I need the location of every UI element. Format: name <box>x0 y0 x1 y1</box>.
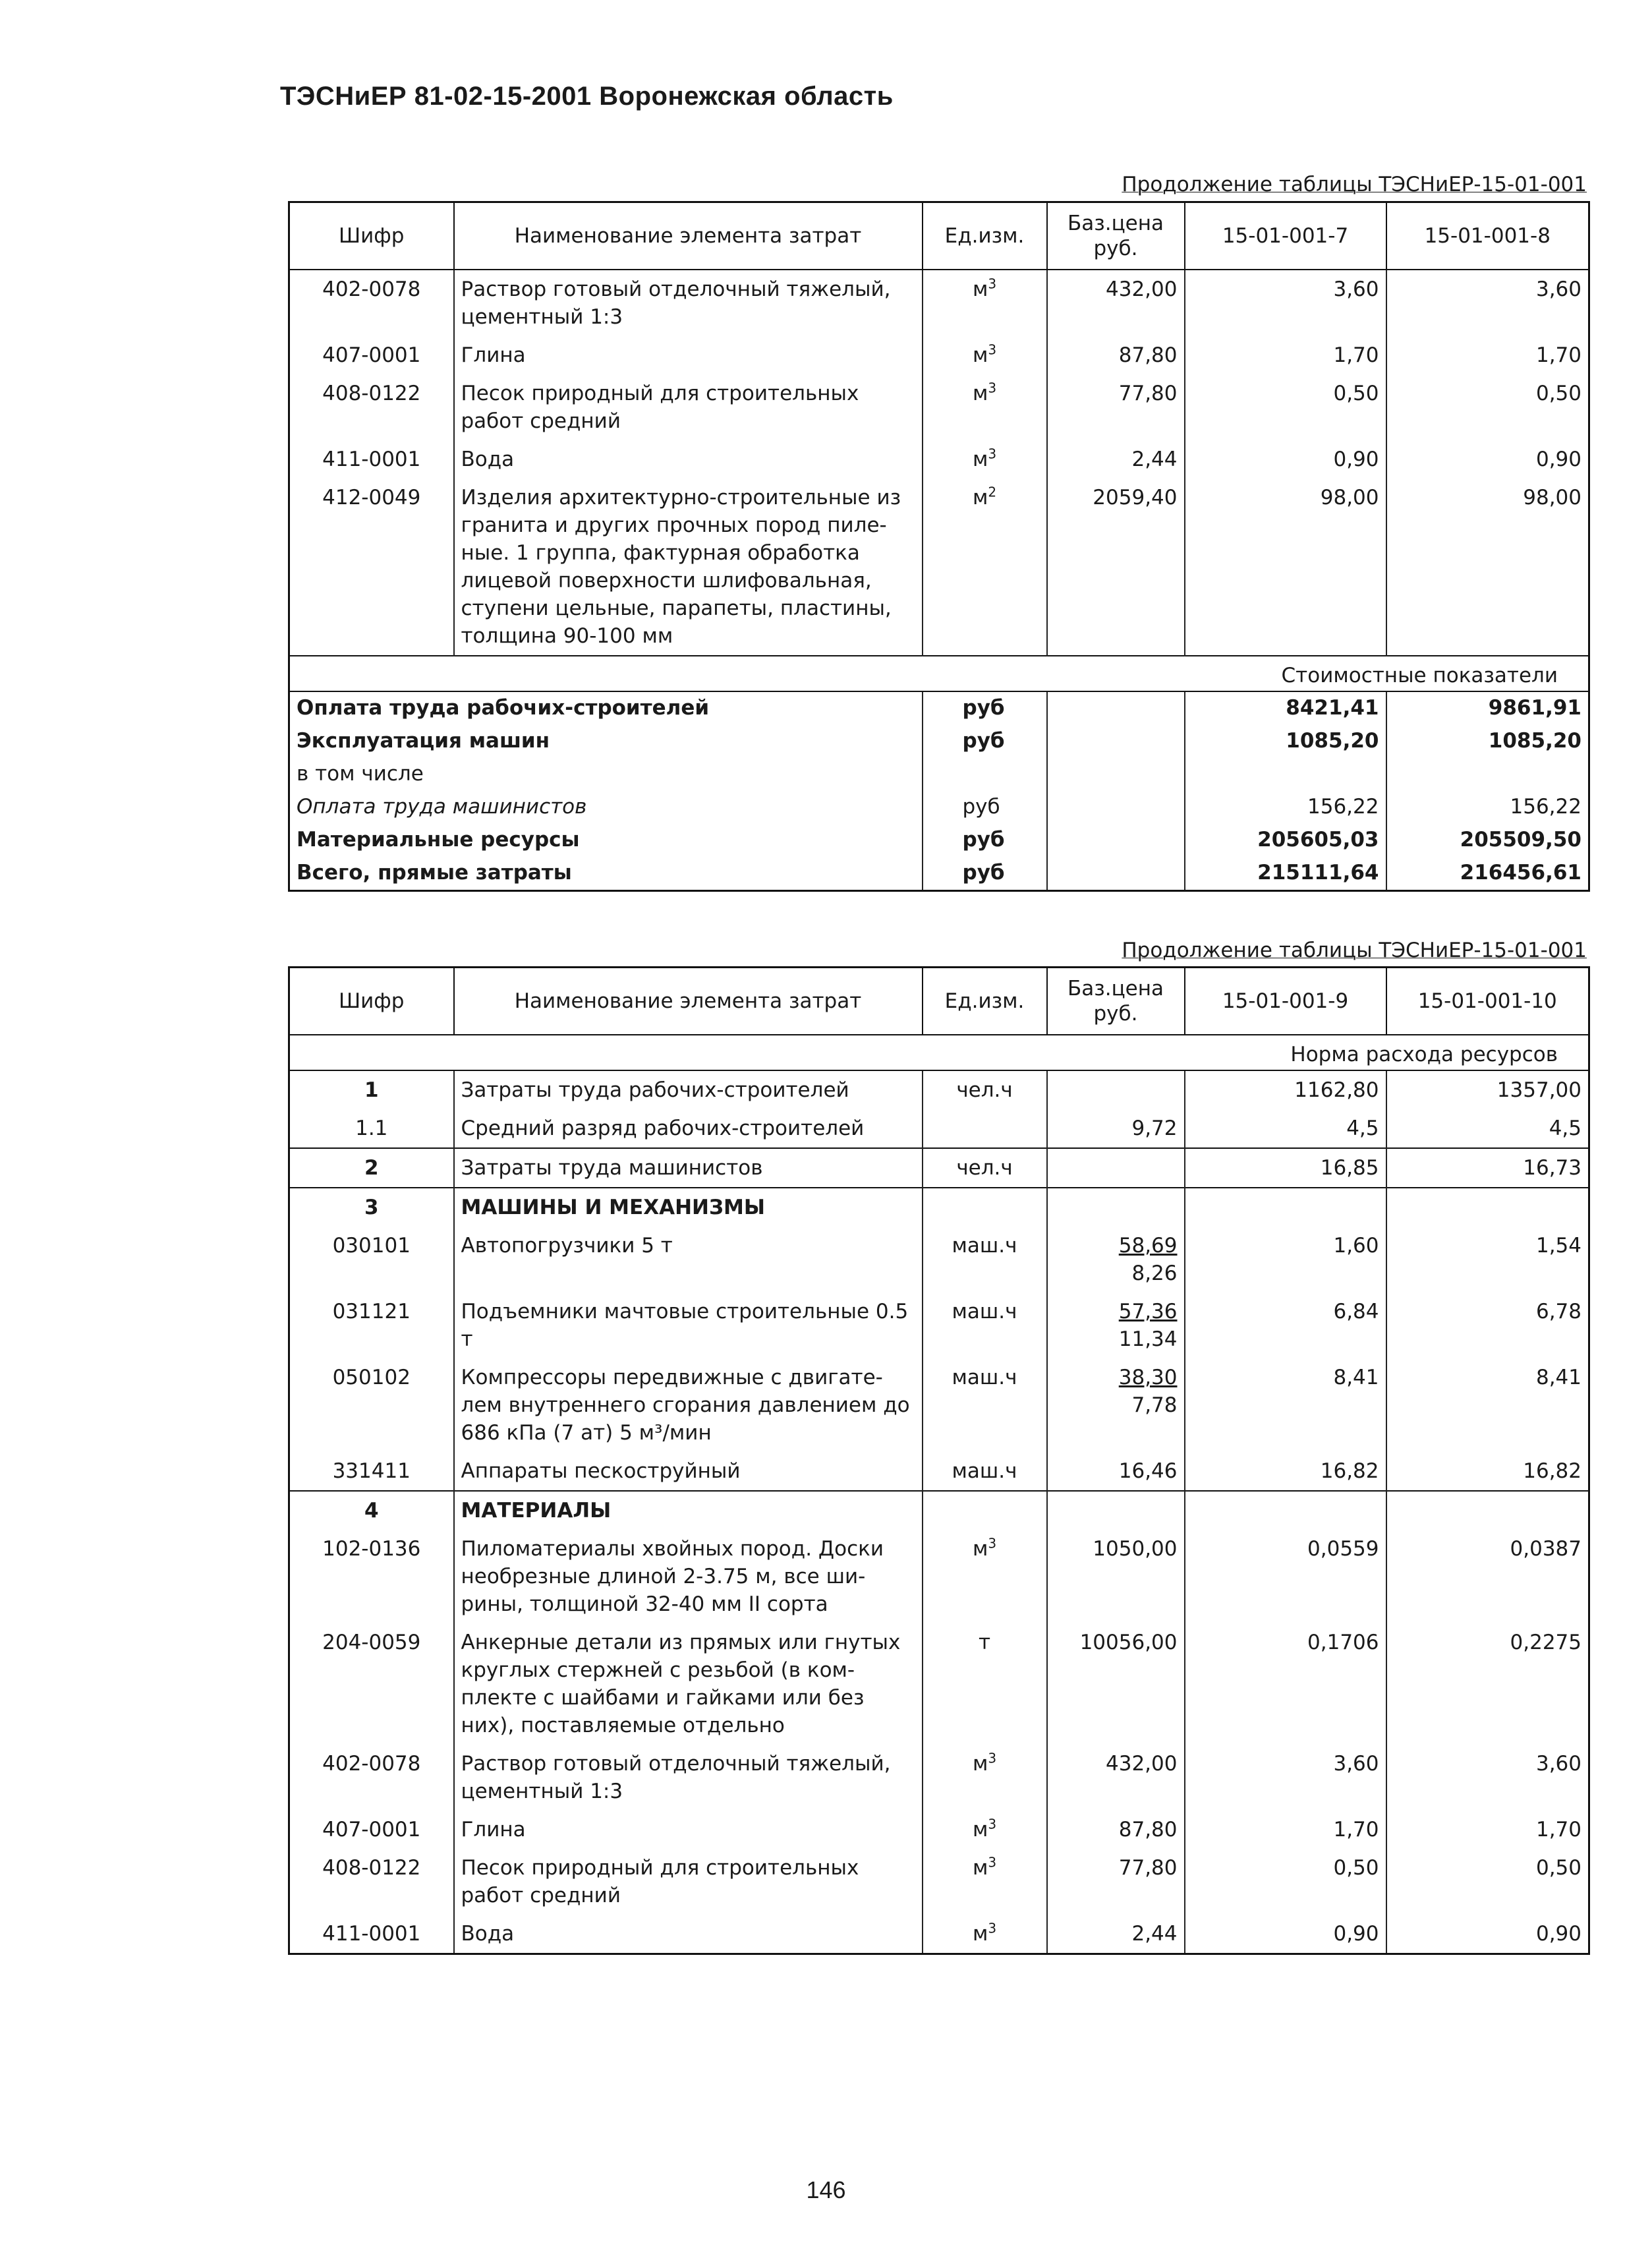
row-unit <box>923 1109 1047 1148</box>
summary-row <box>289 725 1589 758</box>
summary-value-2: 216456,61 <box>1386 857 1589 891</box>
summary-name: в том числе <box>289 758 923 791</box>
row-code: 050102 <box>289 1358 454 1452</box>
row-value-1: 3,60 <box>1185 1745 1386 1811</box>
table2-header-row <box>289 968 1589 1035</box>
row-value-1: 0,50 <box>1185 1849 1386 1915</box>
table-row <box>289 1358 1589 1452</box>
row-code: 031121 <box>289 1292 454 1358</box>
row-value-2: 98,00 <box>1386 479 1589 656</box>
row-value-1: 0,1706 <box>1185 1623 1386 1745</box>
row-unit: $м^2$ <box>923 479 1047 656</box>
row-name: Компрессоры передвижные с двигате-лем внутреннего сгорания давлением до 686 кПа (7 ат) 5 м³/мин <box>454 1358 923 1452</box>
table-row <box>289 1292 1589 1358</box>
row-unit: $м^3$ <box>923 270 1047 336</box>
summary-value-1: 215111,64 <box>1185 857 1386 891</box>
row-price: 77,80 <box>1047 374 1185 440</box>
col-norm-header: 15-01-001-8 <box>1386 202 1589 270</box>
row-unit: $м^3$ <box>923 1915 1047 1954</box>
table-row <box>289 1227 1589 1292</box>
row-value-1: 3,60 <box>1185 270 1386 336</box>
col-norm-header: 15-01-001-7 <box>1185 202 1386 270</box>
row-unit: маш.ч <box>923 1227 1047 1292</box>
summary-name: Оплата труда рабочих-строителей <box>289 691 923 725</box>
table-row <box>289 1623 1589 1745</box>
row-name: Песок природный для строительных работ средний <box>454 1849 923 1915</box>
table-row <box>289 479 1589 656</box>
summary-unit: руб <box>923 824 1047 857</box>
row-code: 402-0078 <box>289 270 454 336</box>
page-number: 146 <box>806 2176 846 2203</box>
row-unit: $м^3$ <box>923 1745 1047 1811</box>
row-value-2: 0,50 <box>1386 374 1589 440</box>
summary-name: Материальные ресурсы <box>289 824 923 857</box>
row-value-2: 4,5 <box>1386 1109 1589 1148</box>
row-price <box>1047 1070 1185 1109</box>
table-row <box>289 1109 1589 1148</box>
table-row <box>289 270 1589 336</box>
row-name: Глина <box>454 1811 923 1849</box>
col-name-header: Наименование элемента затрат <box>454 202 923 270</box>
table-row <box>289 336 1589 374</box>
row-unit: т <box>923 1623 1047 1745</box>
row-value-2: 0,50 <box>1386 1849 1589 1915</box>
row-price: 1050,00 <box>1047 1530 1185 1623</box>
row-name: Раствор готовый отделочный тяжелый, цементный 1:3 <box>454 270 923 336</box>
summary-value-1: 156,22 <box>1185 791 1386 824</box>
row-code: 2 <box>289 1148 454 1188</box>
row-name: Глина <box>454 336 923 374</box>
row-value-1: 0,90 <box>1185 440 1386 479</box>
summary-value-2 <box>1386 758 1589 791</box>
row-code: 412-0049 <box>289 479 454 656</box>
summary-price <box>1047 758 1185 791</box>
row-price: 432,00 <box>1047 270 1185 336</box>
row-value-1: 1,70 <box>1185 336 1386 374</box>
col-norm-header: 15-01-001-9 <box>1185 968 1386 1035</box>
summary-value-1: 205605,03 <box>1185 824 1386 857</box>
summary-unit: руб <box>923 691 1047 725</box>
table-row <box>289 1530 1589 1623</box>
summary-name: Эксплуатация машин <box>289 725 923 758</box>
norm-header-row <box>289 1035 1589 1070</box>
row-unit: $м^3$ <box>923 1849 1047 1915</box>
table-row <box>289 1148 1589 1188</box>
cost-indicators-label: Стоимостные показатели <box>289 656 1589 691</box>
row-unit: маш.ч <box>923 1292 1047 1358</box>
summary-value-1 <box>1185 758 1386 791</box>
summary-name: Всего, прямые затраты <box>289 857 923 891</box>
row-price: 77,80 <box>1047 1849 1185 1915</box>
summary-name: Оплата труда машинистов <box>289 791 923 824</box>
summary-price <box>1047 824 1185 857</box>
row-price: $\frac{38,30}{7,78}$ <box>1047 1358 1185 1452</box>
row-value-2: 0,2275 <box>1386 1623 1589 1745</box>
summary-value-2: 205509,50 <box>1386 824 1589 857</box>
row-value-2: 8,41 <box>1386 1358 1589 1452</box>
table2 <box>288 966 1590 1955</box>
row-value-2: 0,0387 <box>1386 1530 1589 1623</box>
col-price-header: Баз.цена руб. <box>1047 202 1185 270</box>
row-price: 87,80 <box>1047 336 1185 374</box>
table1-header-row <box>289 202 1589 270</box>
table-row <box>289 440 1589 479</box>
table-row <box>289 374 1589 440</box>
col-name-header: Наименование элемента затрат <box>454 968 923 1035</box>
row-name: Анкерные детали из прямых или гнутых круглых стержней с резьбой (в ком-плекте с шайбами и гайками или без них), поставляемые отдельно <box>454 1623 923 1745</box>
summary-price <box>1047 857 1185 891</box>
row-price: 9,72 <box>1047 1109 1185 1148</box>
row-value-2: 1,70 <box>1386 336 1589 374</box>
row-value-2: 1,54 <box>1386 1227 1589 1292</box>
table-row <box>289 1915 1589 1954</box>
section-code: 4 <box>289 1491 454 1530</box>
norm-header-label: Норма расхода ресурсов <box>289 1035 1589 1070</box>
row-value-2: 16,82 <box>1386 1452 1589 1491</box>
col-code-header: Шифр <box>289 968 454 1035</box>
row-name: Раствор готовый отделочный тяжелый, цементный 1:3 <box>454 1745 923 1811</box>
summary-unit: руб <box>923 791 1047 824</box>
row-value-1: 0,0559 <box>1185 1530 1386 1623</box>
row-name: Вода <box>454 1915 923 1954</box>
row-code: 407-0001 <box>289 1811 454 1849</box>
row-name: Изделия архитектурно-строительные из гранита и других прочных пород пиле-ные. 1 группа, фактурная обработка лицевой поверхности шлифовальная, ступени цельные, парапеты, пластины, толщина 90-100 мм <box>454 479 923 656</box>
row-value-2: 3,60 <box>1386 270 1589 336</box>
summary-row <box>289 824 1589 857</box>
row-code: 102-0136 <box>289 1530 454 1623</box>
row-value-1: 16,82 <box>1185 1452 1386 1491</box>
table2-caption: Продолжение таблицы ТЭСНиЕР-15-01-001 <box>1122 939 1587 962</box>
summary-unit: руб <box>923 725 1047 758</box>
row-value-2: 1357,00 <box>1386 1070 1589 1109</box>
summary-value-1: 8421,41 <box>1185 691 1386 725</box>
table-row <box>289 1452 1589 1491</box>
col-code-header: Шифр <box>289 202 454 270</box>
summary-unit <box>923 758 1047 791</box>
row-name: Вода <box>454 440 923 479</box>
col-price-header: Баз.цена руб. <box>1047 968 1185 1035</box>
summary-row <box>289 791 1589 824</box>
row-price: $\frac{58,69}{8,26}$ <box>1047 1227 1185 1292</box>
row-name: Автопогрузчики 5 т <box>454 1227 923 1292</box>
table-row <box>289 1811 1589 1849</box>
row-code: 204-0059 <box>289 1623 454 1745</box>
row-value-2: 16,73 <box>1386 1148 1589 1188</box>
summary-value-2: 9861,91 <box>1386 691 1589 725</box>
row-unit: $м^3$ <box>923 336 1047 374</box>
summary-price <box>1047 691 1185 725</box>
summary-price <box>1047 791 1185 824</box>
row-price: 2059,40 <box>1047 479 1185 656</box>
row-code: 1 <box>289 1070 454 1109</box>
row-value-1: 1162,80 <box>1185 1070 1386 1109</box>
row-value-2: 1,70 <box>1386 1811 1589 1849</box>
row-unit: чел.ч <box>923 1070 1047 1109</box>
row-price: 2,44 <box>1047 440 1185 479</box>
row-unit: чел.ч <box>923 1148 1047 1188</box>
table-row <box>289 1070 1589 1109</box>
row-value-1: 16,85 <box>1185 1148 1386 1188</box>
row-price: 10056,00 <box>1047 1623 1185 1745</box>
summary-price <box>1047 725 1185 758</box>
row-unit: $м^3$ <box>923 440 1047 479</box>
row-value-2: 6,78 <box>1386 1292 1589 1358</box>
row-code: 331411 <box>289 1452 454 1491</box>
table1-caption: Продолжение таблицы ТЭСНиЕР-15-01-001 <box>1122 173 1587 196</box>
row-value-1: 98,00 <box>1185 479 1386 656</box>
table-row <box>289 1849 1589 1915</box>
row-unit: $м^3$ <box>923 1811 1047 1849</box>
summary-value-2: 156,22 <box>1386 791 1589 824</box>
row-code: 408-0122 <box>289 374 454 440</box>
row-price <box>1047 1148 1185 1188</box>
section-row <box>289 1188 1589 1227</box>
row-unit: $м^3$ <box>923 1530 1047 1623</box>
col-norm-header: 15-01-001-10 <box>1386 968 1589 1035</box>
section-title: МАТЕРИАЛЫ <box>454 1491 923 1530</box>
cost-indicators-row <box>289 656 1589 691</box>
row-name: Пиломатериалы хвойных пород. Доски необрезные длиной 2-3.75 м, все ши-рины, толщиной 32-40 мм II сорта <box>454 1530 923 1623</box>
summary-row <box>289 758 1589 791</box>
row-name: Подъемники мачтовые строительные 0.5 т <box>454 1292 923 1358</box>
row-value-1: 0,50 <box>1185 374 1386 440</box>
row-code: 402-0078 <box>289 1745 454 1811</box>
row-price: 432,00 <box>1047 1745 1185 1811</box>
row-unit: $м^3$ <box>923 374 1047 440</box>
col-unit-header: Ед.изм. <box>923 968 1047 1035</box>
row-unit: маш.ч <box>923 1358 1047 1452</box>
summary-row <box>289 857 1589 891</box>
row-price: 2,44 <box>1047 1915 1185 1954</box>
row-name: Затраты труда машинистов <box>454 1148 923 1188</box>
row-value-1: 0,90 <box>1185 1915 1386 1954</box>
row-price: 16,46 <box>1047 1452 1185 1491</box>
row-value-2: 0,90 <box>1386 1915 1589 1954</box>
row-code: 1.1 <box>289 1109 454 1148</box>
row-value-1: 6,84 <box>1185 1292 1386 1358</box>
summary-value-2: 1085,20 <box>1386 725 1589 758</box>
row-name: Средний разряд рабочих-строителей <box>454 1109 923 1148</box>
row-name: Песок природный для строительных работ средний <box>454 374 923 440</box>
row-unit: маш.ч <box>923 1452 1047 1491</box>
row-value-1: 8,41 <box>1185 1358 1386 1452</box>
table-row <box>289 1745 1589 1811</box>
row-value-2: 0,90 <box>1386 440 1589 479</box>
row-value-2: 3,60 <box>1386 1745 1589 1811</box>
row-price: 87,80 <box>1047 1811 1185 1849</box>
row-code: 030101 <box>289 1227 454 1292</box>
section-row <box>289 1491 1589 1530</box>
document-title: ТЭСНиЕР 81-02-15-2001 Воронежская область <box>280 82 894 111</box>
row-code: 407-0001 <box>289 336 454 374</box>
row-value-1: 4,5 <box>1185 1109 1386 1148</box>
summary-unit: руб <box>923 857 1047 891</box>
row-code: 411-0001 <box>289 440 454 479</box>
row-price: $\frac{57,36}{11,34}$ <box>1047 1292 1185 1358</box>
table1 <box>288 201 1590 892</box>
summary-value-1: 1085,20 <box>1185 725 1386 758</box>
row-value-1: 1,70 <box>1185 1811 1386 1849</box>
summary-row <box>289 691 1589 725</box>
row-name: Аппараты пескоструйный <box>454 1452 923 1491</box>
row-code: 408-0122 <box>289 1849 454 1915</box>
row-name: Затраты труда рабочих-строителей <box>454 1070 923 1109</box>
col-unit-header: Ед.изм. <box>923 202 1047 270</box>
row-code: 411-0001 <box>289 1915 454 1954</box>
section-title: МАШИНЫ И МЕХАНИЗМЫ <box>454 1188 923 1227</box>
section-code: 3 <box>289 1188 454 1227</box>
row-value-1: 1,60 <box>1185 1227 1386 1292</box>
